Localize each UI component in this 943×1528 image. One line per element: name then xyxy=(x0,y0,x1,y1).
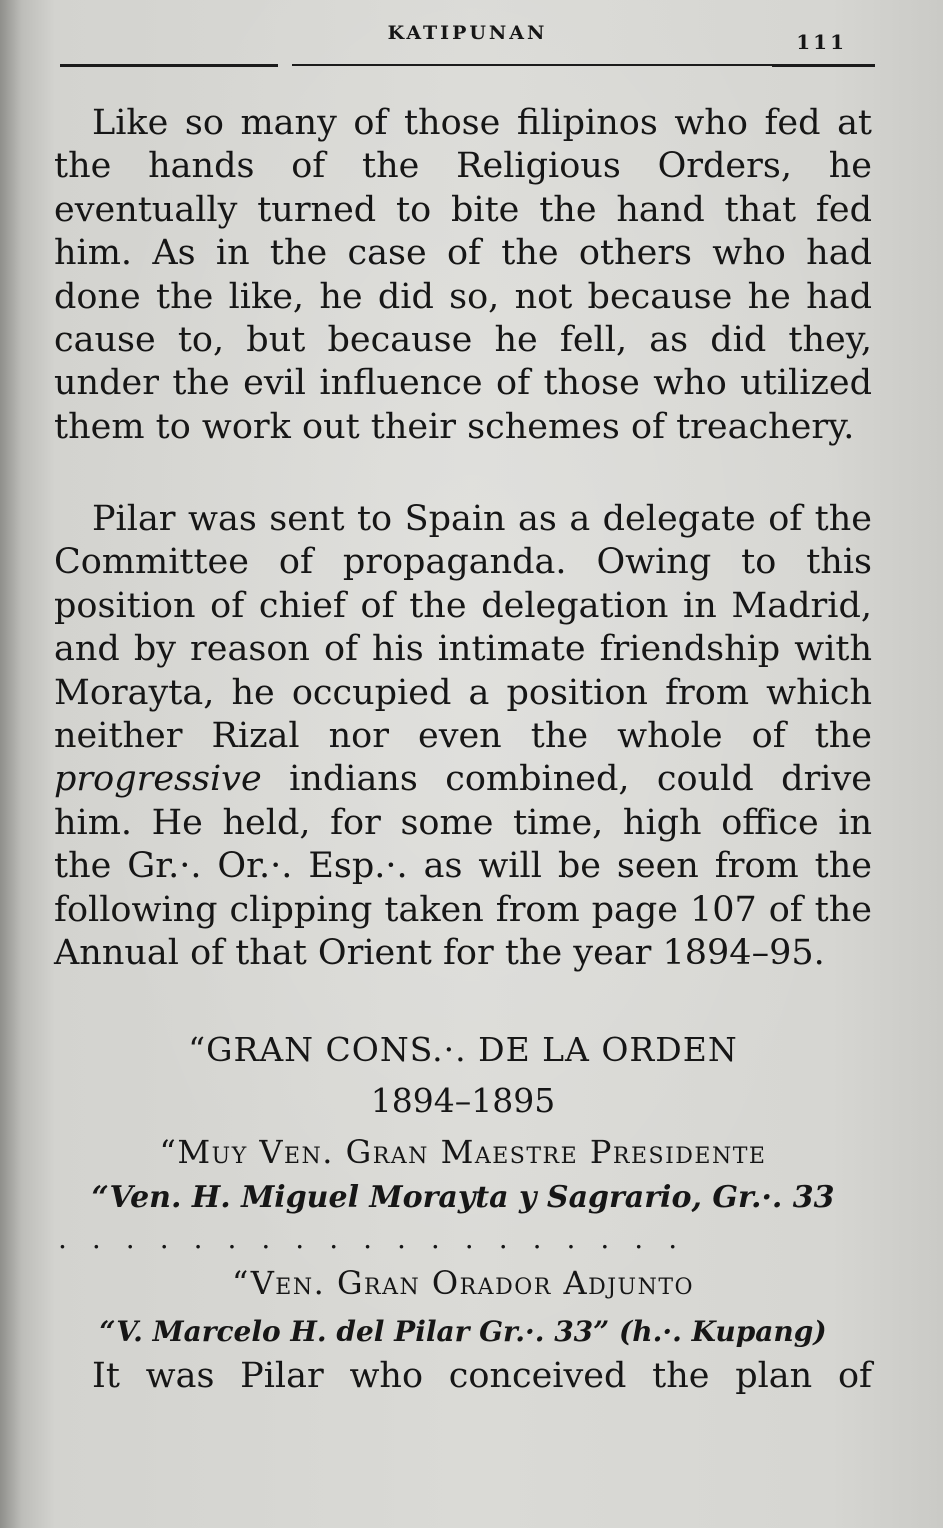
ellipsis-dots: ................... xyxy=(58,1222,703,1255)
running-title: KATIPUNAN xyxy=(387,22,548,44)
quote-name-morayta: “Ven. H. Miguel Morayta y Sagrario, Gr.·. 33 xyxy=(91,1180,835,1215)
header-rule xyxy=(772,64,875,67)
paragraph-1: Like so many of those filipinos who fed at the hands of the Religious Orders, he eventually turned to bite the hand that fed him. As in the case of the others who had done the like, he did so, not because he had cause to, but because he fell, as did they, under the evil influence of those who utilized them to work out their schemes of treachery. xyxy=(54,103,872,447)
quote-office-grand-master: “Muy Ven. Gran Maestre Presidente xyxy=(159,1133,767,1171)
paragraph-2-end: indians combined, could drive him. He held, for some time, high office in the Gr.·. Or.·. Esp.·. as will be seen from the following clipping taken from page 107 of the Annual of that Orient for the year 1894–95. xyxy=(54,759,872,974)
header-rule xyxy=(292,64,792,66)
paragraph-2 xyxy=(54,498,872,975)
quote-years: 1894–1895 xyxy=(370,1081,556,1120)
quote-name-del-pilar: “V. Marcelo H. del Pilar Gr.·. 33” (h.·. Kupang) xyxy=(99,1315,827,1348)
page-header xyxy=(60,22,875,72)
closing-line: It was Pilar who conceived the plan of xyxy=(92,1356,872,1396)
header-rule xyxy=(60,64,278,67)
quote-office-orator: “Ven. Gran Orador Adjunto xyxy=(231,1264,695,1302)
paragraph-2-italic: progressive xyxy=(54,759,262,800)
paragraph-2-start: Pilar was sent to Spain as a delegate of the Committee of propaganda. Owing to this position of chief of the delegation in Madrid, and by reason of his intimate friendship with Morayta, he occupied a position from which neither Rizal nor even the whole of the xyxy=(54,499,872,757)
page-number: 111 xyxy=(796,30,847,54)
quote-title: “GRAN CONS.·. DE LA ORDEN xyxy=(188,1030,738,1069)
